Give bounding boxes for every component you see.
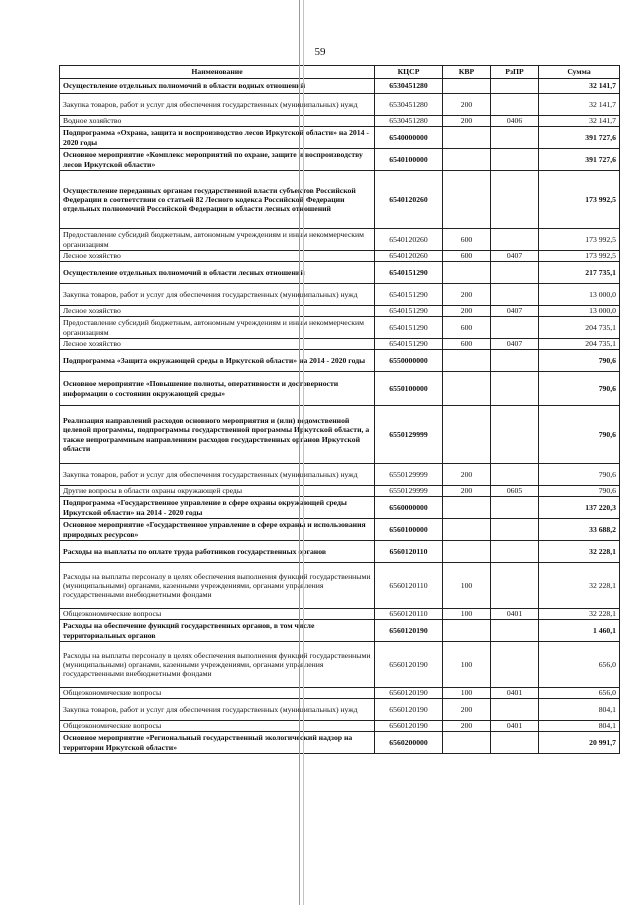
cell-sum: 32 228,1 [539, 609, 620, 620]
cell-name: Лесное хозяйство [60, 339, 375, 350]
cell-rzpr: 0406 [491, 116, 539, 127]
cell-sum: 13 000,0 [539, 284, 620, 306]
cell-kvr [443, 372, 491, 406]
cell-name: Основное мероприятие «Повышение полноты, оперативности и достоверности информации о состоянии окружающей среды» [60, 372, 375, 406]
cell-kvr: 200 [443, 464, 491, 486]
cell-sum: 790,6 [539, 464, 620, 486]
cell-kcsr: 6550000000 [375, 350, 443, 372]
table-row [60, 306, 620, 317]
table-row [60, 350, 620, 372]
cell-kvr [443, 519, 491, 541]
cell-kvr: 600 [443, 229, 491, 251]
cell-kvr: 200 [443, 699, 491, 721]
table-row [60, 262, 620, 284]
table-row [60, 699, 620, 721]
cell-name: Расходы на обеспечение функций государственных органов, в том числе территориальных органов [60, 620, 375, 642]
table-row [60, 642, 620, 688]
cell-kvr [443, 732, 491, 754]
cell-kcsr: 6530451280 [375, 79, 443, 94]
table-row [60, 688, 620, 699]
table-header [60, 66, 620, 79]
cell-name: Основное мероприятие «Комплекс мероприятий по охране, защите и воспроизводству лесов Иркутской области» [60, 149, 375, 171]
cell-kcsr: 6550129999 [375, 406, 443, 464]
table-row [60, 251, 620, 262]
header-name: Наименование [60, 66, 375, 79]
cell-kcsr: 6560120190 [375, 721, 443, 732]
scan-fold-line [303, 0, 304, 905]
table-row [60, 464, 620, 486]
cell-rzpr [491, 149, 539, 171]
table-row [60, 284, 620, 306]
table-row [60, 721, 620, 732]
table-row [60, 149, 620, 171]
cell-rzpr [491, 541, 539, 563]
cell-sum: 32 141,7 [539, 79, 620, 94]
cell-kcsr: 6530451280 [375, 116, 443, 127]
cell-sum: 790,6 [539, 350, 620, 372]
cell-name: Общеэкономические вопросы [60, 688, 375, 699]
cell-kcsr: 6560120190 [375, 642, 443, 688]
cell-sum: 391 727,6 [539, 149, 620, 171]
cell-sum: 32 228,1 [539, 563, 620, 609]
cell-kcsr: 6550100000 [375, 372, 443, 406]
cell-rzpr [491, 79, 539, 94]
cell-kvr: 200 [443, 486, 491, 497]
cell-kcsr: 6530451280 [375, 94, 443, 116]
cell-sum: 1 460,1 [539, 620, 620, 642]
cell-sum: 173 992,5 [539, 251, 620, 262]
cell-name: Реализация направлений расходов основного мероприятия и (или) ведомственной целевой программы, подпрограммы государственной программы Иркутской области, а также непрограммным направлениям расходов государственных органов Иркутской области [60, 406, 375, 464]
cell-kvr [443, 350, 491, 372]
cell-kvr [443, 149, 491, 171]
cell-rzpr [491, 406, 539, 464]
cell-sum: 33 688,2 [539, 519, 620, 541]
cell-name: Закупка товаров, работ и услуг для обеспечения государственных (муниципальных) нужд [60, 464, 375, 486]
cell-name: Основное мероприятие «Государственное управление в сфере охраны и использования природных ресурсов» [60, 519, 375, 541]
table-body [60, 79, 620, 754]
cell-kvr [443, 406, 491, 464]
cell-kcsr: 6560120110 [375, 609, 443, 620]
cell-name: Общеэкономические вопросы [60, 609, 375, 620]
cell-rzpr [491, 642, 539, 688]
cell-name: Осуществление переданных органам государственной власти субъектов Российской Федерации в соответствии со статьей 82 Лесного кодекса Российской Федерации отдельных полномочий Российской Федерации в области лесных отношений [60, 171, 375, 229]
table-row [60, 317, 620, 339]
cell-name: Закупка товаров, работ и услуг для обеспечения государственных (муниципальных) нужд [60, 284, 375, 306]
cell-sum: 790,6 [539, 372, 620, 406]
cell-sum: 790,6 [539, 486, 620, 497]
cell-kvr: 600 [443, 339, 491, 350]
cell-kvr: 100 [443, 609, 491, 620]
cell-name: Предоставление субсидий бюджетным, автономным учреждениям и иным некоммерческим организациям [60, 229, 375, 251]
cell-name: Осуществление отдельных полномочий в области лесных отношений [60, 262, 375, 284]
cell-rzpr [491, 519, 539, 541]
cell-name: Расходы на выплаты персоналу в целях обеспечения выполнения функций государственными (муниципальными) органами, казенными учреждениями, органами управления государственными внебюджетными фондами [60, 642, 375, 688]
cell-kcsr: 6560120190 [375, 699, 443, 721]
cell-kcsr: 6540151290 [375, 339, 443, 350]
cell-kcsr: 6540100000 [375, 149, 443, 171]
cell-sum: 804,1 [539, 699, 620, 721]
cell-rzpr [491, 699, 539, 721]
cell-rzpr [491, 284, 539, 306]
cell-kvr: 200 [443, 284, 491, 306]
cell-rzpr [491, 620, 539, 642]
cell-name: Водное хозяйство [60, 116, 375, 127]
cell-kcsr: 6560100000 [375, 519, 443, 541]
cell-rzpr [491, 732, 539, 754]
cell-rzpr [491, 563, 539, 609]
cell-rzpr [491, 372, 539, 406]
cell-name: Подпрограмма «Охрана, защита и воспроизводство лесов Иркутской области» на 2014 - 2020 годы [60, 127, 375, 149]
cell-kcsr: 6560120190 [375, 620, 443, 642]
cell-name: Осуществление отдельных полномочий в области водных отношений [60, 79, 375, 94]
cell-rzpr [491, 497, 539, 519]
table-row [60, 94, 620, 116]
cell-kvr: 200 [443, 116, 491, 127]
table-row [60, 609, 620, 620]
cell-rzpr [491, 317, 539, 339]
cell-kvr: 100 [443, 688, 491, 699]
cell-kvr [443, 541, 491, 563]
cell-kcsr: 6540151290 [375, 317, 443, 339]
cell-kcsr: 6560120110 [375, 541, 443, 563]
table-row [60, 620, 620, 642]
budget-table [59, 65, 620, 754]
cell-sum: 790,6 [539, 406, 620, 464]
cell-kvr: 200 [443, 306, 491, 317]
table-row [60, 339, 620, 350]
cell-sum: 204 735,1 [539, 339, 620, 350]
cell-kvr [443, 497, 491, 519]
cell-kcsr: 6540151290 [375, 262, 443, 284]
cell-name: Основное мероприятие «Региональный государственный экологический надзор на территории Иркутской области» [60, 732, 375, 754]
cell-name: Расходы на выплаты персоналу в целях обеспечения выполнения функций государственными (муниципальными) органами, казенными учреждениями, органами управления государственными внебюджетными фондами [60, 563, 375, 609]
cell-kvr: 600 [443, 317, 491, 339]
cell-kvr: 600 [443, 251, 491, 262]
cell-rzpr [491, 350, 539, 372]
cell-sum: 173 992,5 [539, 229, 620, 251]
cell-kvr: 200 [443, 94, 491, 116]
cell-sum: 20 991,7 [539, 732, 620, 754]
table-row [60, 127, 620, 149]
cell-kcsr: 6560000000 [375, 497, 443, 519]
cell-kcsr: 6540000000 [375, 127, 443, 149]
cell-rzpr: 0407 [491, 306, 539, 317]
table-row [60, 229, 620, 251]
cell-rzpr [491, 171, 539, 229]
cell-kcsr: 6550129999 [375, 464, 443, 486]
cell-sum: 32 228,1 [539, 541, 620, 563]
cell-rzpr: 0407 [491, 251, 539, 262]
cell-rzpr [491, 229, 539, 251]
cell-name: Закупка товаров, работ и услуг для обеспечения государственных (муниципальных) нужд [60, 699, 375, 721]
cell-rzpr: 0401 [491, 688, 539, 699]
table-row [60, 519, 620, 541]
header-kvr: КВР [443, 66, 491, 79]
table-row [60, 171, 620, 229]
cell-kcsr: 6540120260 [375, 251, 443, 262]
page-number: 59 [314, 46, 326, 58]
table-row [60, 732, 620, 754]
cell-sum: 137 220,3 [539, 497, 620, 519]
cell-kcsr: 6540120260 [375, 171, 443, 229]
cell-sum: 32 141,7 [539, 116, 620, 127]
cell-kvr [443, 262, 491, 284]
cell-sum: 173 992,5 [539, 171, 620, 229]
cell-rzpr [491, 262, 539, 284]
header-sum: Сумма [539, 66, 620, 79]
cell-sum: 217 735,1 [539, 262, 620, 284]
cell-rzpr: 0401 [491, 721, 539, 732]
cell-sum: 13 000,0 [539, 306, 620, 317]
cell-sum: 32 141,7 [539, 94, 620, 116]
cell-rzpr: 0407 [491, 339, 539, 350]
cell-name: Предоставление субсидий бюджетным, автономным учреждениям и иным некоммерческим организациям [60, 317, 375, 339]
table-row [60, 116, 620, 127]
cell-kvr [443, 171, 491, 229]
scan-fold-line [299, 0, 300, 905]
table-row [60, 541, 620, 563]
cell-rzpr [491, 94, 539, 116]
cell-kcsr: 6560120110 [375, 563, 443, 609]
table-row [60, 497, 620, 519]
cell-sum: 391 727,6 [539, 127, 620, 149]
cell-kvr: 100 [443, 563, 491, 609]
cell-sum: 656,0 [539, 642, 620, 688]
header-row [60, 66, 620, 79]
cell-kcsr: 6550129999 [375, 486, 443, 497]
cell-kvr: 100 [443, 642, 491, 688]
cell-sum: 204 735,1 [539, 317, 620, 339]
cell-rzpr: 0605 [491, 486, 539, 497]
table-row [60, 372, 620, 406]
cell-name: Лесное хозяйство [60, 306, 375, 317]
cell-name: Подпрограмма «Государственное управление в сфере охраны окружающей среды Иркутской области» на 2014 - 2020 годы [60, 497, 375, 519]
cell-kvr [443, 127, 491, 149]
cell-sum: 804,1 [539, 721, 620, 732]
cell-name: Подпрограмма «Защита окружающей среды в Иркутской области» на 2014 - 2020 годы [60, 350, 375, 372]
cell-kcsr: 6560200000 [375, 732, 443, 754]
cell-kcsr: 6540120260 [375, 229, 443, 251]
cell-kcsr: 6540151290 [375, 284, 443, 306]
cell-name: Закупка товаров, работ и услуг для обеспечения государственных (муниципальных) нужд [60, 94, 375, 116]
cell-name: Общеэкономические вопросы [60, 721, 375, 732]
cell-name: Лесное хозяйство [60, 251, 375, 262]
cell-name: Расходы на выплаты по оплате труда работников государственных органов [60, 541, 375, 563]
cell-sum: 656,0 [539, 688, 620, 699]
table-row [60, 79, 620, 94]
cell-kcsr: 6560120190 [375, 688, 443, 699]
header-rzpr: РзПР [491, 66, 539, 79]
header-kcsr: КЦСР [375, 66, 443, 79]
table-row [60, 406, 620, 464]
table-row [60, 486, 620, 497]
cell-name: Другие вопросы в области охраны окружающей среды [60, 486, 375, 497]
table-row [60, 563, 620, 609]
cell-kvr [443, 620, 491, 642]
cell-kcsr: 6540151290 [375, 306, 443, 317]
cell-rzpr [491, 464, 539, 486]
cell-rzpr [491, 127, 539, 149]
cell-rzpr: 0401 [491, 609, 539, 620]
cell-kvr [443, 79, 491, 94]
cell-kvr: 200 [443, 721, 491, 732]
